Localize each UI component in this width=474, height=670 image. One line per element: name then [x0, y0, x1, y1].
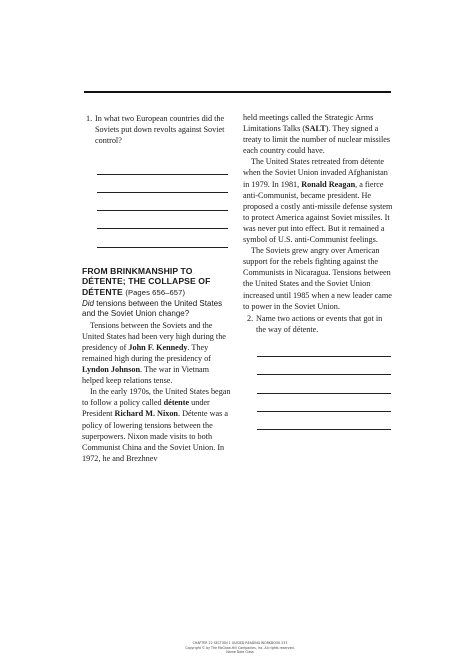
- question-2-text: Name two actions or events that got in the way of détente.: [256, 313, 383, 334]
- answer-line[interactable]: [97, 193, 228, 211]
- section-heading: [82, 266, 232, 299]
- bold-term: SALT: [305, 124, 326, 134]
- bold-term: Ronald Reagan: [301, 179, 356, 189]
- section-pages: (Pages 656–657): [125, 287, 186, 297]
- answer-line[interactable]: [97, 175, 228, 193]
- paragraph-3: [243, 156, 393, 245]
- question-1-number: 1.: [86, 114, 93, 123]
- text-run: . The war in Vietnam helped keep relations tense.: [82, 365, 210, 386]
- bold-term: détente: [163, 398, 190, 408]
- paragraph-4: The Soviets grew angry over American support for the rebels fighting against the Communists in Nicaragua. Tensions between the United States and the Soviet Union increased until 1985 when a new leader came to power in the Soviet Union.: [243, 246, 392, 311]
- answer-line[interactable]: [257, 339, 391, 357]
- section-title: FROM BRINKMANSHIP TO DÉTENTE; THE COLLAPSE OF DÉTENTE: [82, 265, 211, 297]
- question-1-answer-lines[interactable]: [97, 156, 232, 247]
- answer-line[interactable]: [97, 156, 228, 174]
- footer-line-3: Name Date Class: [226, 650, 254, 655]
- paragraph-2-continued: [243, 112, 393, 156]
- bold-term: John F. Kennedy: [128, 342, 188, 352]
- left-column: [82, 113, 232, 464]
- paragraph-1: [82, 320, 232, 387]
- section-question-rest: tensions between the United States and the Soviet Union change?: [82, 298, 223, 319]
- question-2-number: 2.: [247, 313, 254, 323]
- question-1: [82, 113, 232, 146]
- text-run: held meetings called the Strategic Arms Limitations Talks (: [243, 113, 374, 134]
- answer-line[interactable]: [257, 357, 391, 375]
- answer-line[interactable]: [257, 412, 391, 430]
- answer-line[interactable]: [97, 229, 228, 247]
- bold-term: Lyndon Johnson: [82, 365, 141, 375]
- question-2-answer-lines[interactable]: [257, 339, 393, 430]
- text-run: The United States retreated from détente when the Soviet Union invaded Afghanistan in 1979. In 1981,: [243, 157, 388, 189]
- footer-line-1: CHAPTER 22 SECTION 1 GUIDED READING WORKBOOK 233: [192, 641, 288, 645]
- top-rule: [84, 91, 391, 93]
- question-2: [243, 313, 393, 335]
- section-question-em: Did: [82, 298, 95, 308]
- answer-line[interactable]: [257, 394, 391, 412]
- footer-line-2: Copyright © by The McGraw-Hill Companies, Inc. All rights reserved.: [185, 645, 295, 650]
- text-run: ). They signed a treaty to limit the number of nuclear missiles each country could have.: [243, 124, 391, 156]
- bold-term: Richard M. Nixon: [114, 409, 178, 419]
- text-run: . They remained high during the presidency of: [82, 342, 211, 364]
- text-run: In the early 1970s, the United States began to follow a policy called: [82, 387, 231, 408]
- right-column: [243, 112, 393, 430]
- answer-line[interactable]: [257, 375, 391, 393]
- text-run: Tensions between the Soviets and the United States had been very high during the presidency of: [82, 320, 226, 352]
- question-1-text: In what two European countries did the Soviets put down revolts against Soviet control?: [95, 114, 225, 146]
- section-question: [82, 299, 232, 320]
- text-run: under President: [82, 398, 210, 419]
- page-footer: [100, 641, 380, 655]
- text-run: . Détente was a policy of lowering tensions between the superpowers. Nixon made visits to both Communist China and the Soviet Union. In 1972, he and Brezhnev: [82, 409, 228, 463]
- paragraph-2: [82, 386, 232, 464]
- answer-line[interactable]: [97, 211, 228, 229]
- text-run: , a fierce anti-Communist, became president. He proposed a costly anti-missile defense system to protect America against Soviet missiles. It was never put into effect. But it remained a symbol of U.S. anti-Communist feelings.: [243, 179, 393, 245]
